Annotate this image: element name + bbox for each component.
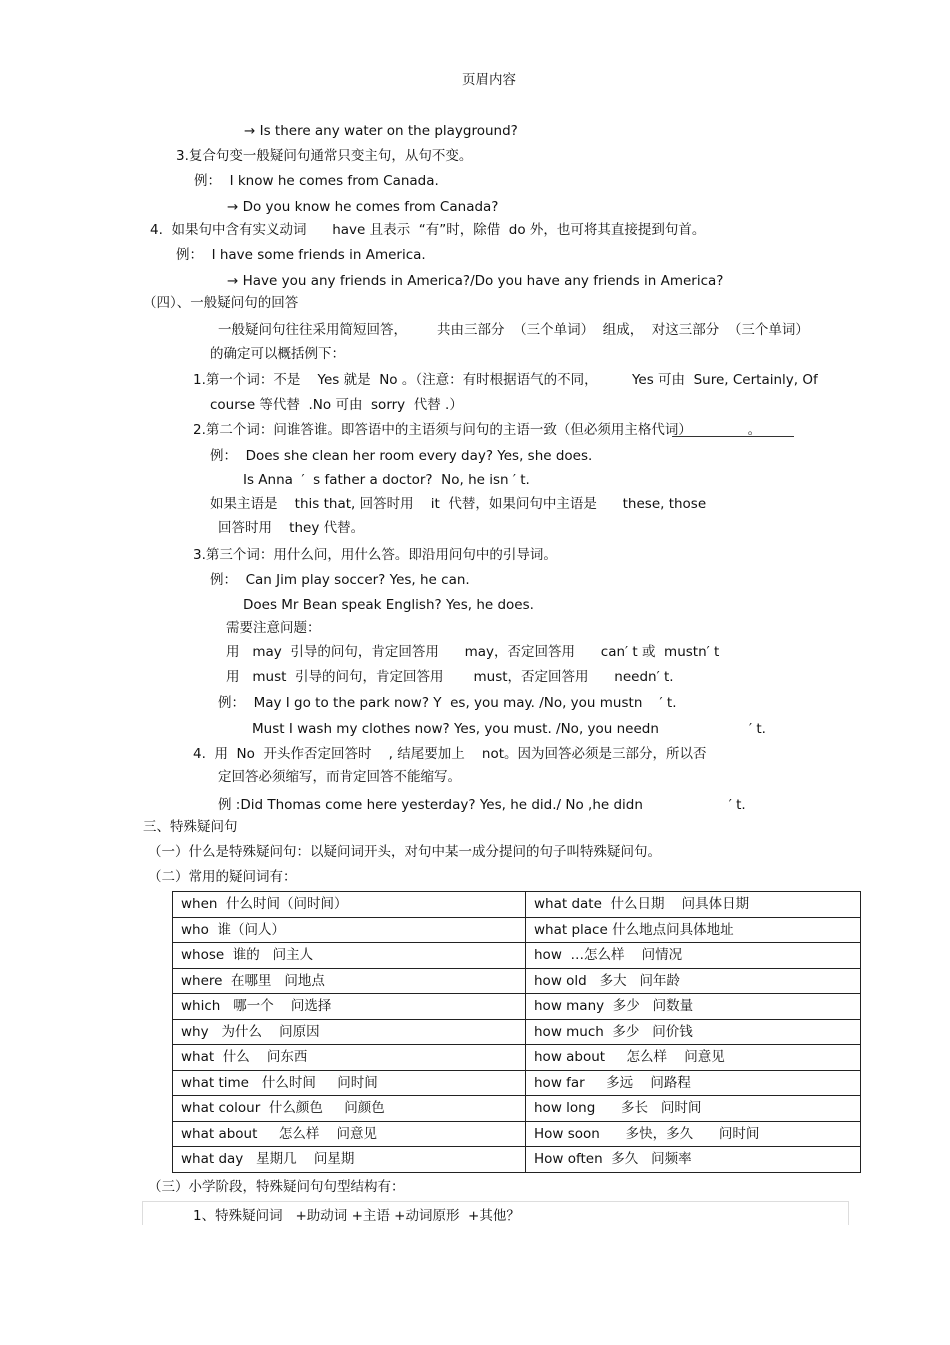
- table-cell: how many 多少 问数量: [526, 994, 861, 1020]
- table-cell: how far 多远 问路程: [526, 1070, 861, 1096]
- table-row: [173, 892, 861, 918]
- table-cell: what place 什么地点问具体地址: [526, 917, 861, 943]
- point-1-continued: course 等代替 .No 可由 sorry 代替 .）: [210, 397, 463, 413]
- example-line: 例： I have some friends in America.: [176, 247, 426, 263]
- box-border: [142, 1201, 848, 1202]
- example-line: Must I wash my clothes now? Yes, you must. /No, you needn ′ t.: [252, 721, 766, 737]
- example-line: 例： I know he comes from Canada.: [194, 173, 439, 189]
- table-row: [173, 1147, 861, 1173]
- example-line: Does Mr Bean speak English? Yes, he does.: [243, 597, 534, 613]
- structure-line: 1、特殊疑问词 +助动词 +主语 +动词原形 +其他？: [193, 1208, 520, 1224]
- box-border: [848, 1201, 849, 1225]
- point-3: 3.第三个词：用什么问，用什么答。即沿用问句中的引导词。: [193, 547, 557, 563]
- table-cell: what time 什么时间 问时间: [173, 1070, 526, 1096]
- point-4-continued: 定回答必须缩写，而肯定回答不能缩写。: [218, 769, 461, 785]
- table-row: [173, 943, 861, 969]
- example-line: Is Anna ′ s father a doctor? No, he isn ′ t.: [243, 472, 530, 488]
- example-line: 例： Can Jim play soccer? Yes, he can.: [210, 572, 470, 588]
- example-line: 例： May I go to the park now? Y es, you may. /No, you mustn ′ t.: [218, 695, 677, 711]
- table-cell: what date 什么日期 问具体日期: [526, 892, 861, 918]
- subsection-line: （二）常用的疑问词有：: [148, 869, 297, 885]
- table-cell: when 什么时间（问时间）: [173, 892, 526, 918]
- table-row: [173, 994, 861, 1020]
- example-line: 例 :Did Thomas come here yesterday? Yes, he did./ No ,he didn ′ t.: [218, 797, 746, 813]
- table-row: [173, 917, 861, 943]
- subsection-line: （三）小学阶段，特殊疑问句句型结构有：: [148, 1179, 405, 1195]
- example-answer-line: → Have you any friends in America?/Do you have any friends in America?: [227, 273, 724, 289]
- page-header: 页眉内容: [462, 72, 516, 88]
- note-heading: 需要注意问题：: [226, 620, 321, 636]
- table-cell: whose 谁的 问主人: [173, 943, 526, 969]
- table-cell: what about 怎么样 问意见: [173, 1121, 526, 1147]
- example-answer-line: → Is there any water on the playground?: [244, 123, 518, 139]
- box-border: [142, 1201, 143, 1225]
- question-words-table: [172, 891, 861, 1173]
- table-row: [173, 968, 861, 994]
- table-cell: how much 多少 问价钱: [526, 1019, 861, 1045]
- table-row: [173, 1045, 861, 1071]
- table-cell: how …怎么样 问情况: [526, 943, 861, 969]
- example-line: 例： Does she clean her room every day? Yes, she does.: [210, 448, 593, 464]
- table-row: [173, 1121, 861, 1147]
- table-cell: How soon 多快，多久 问时间: [526, 1121, 861, 1147]
- point-1: 1.第一个词：不是 Yes 就是 No 。（注意：有时根据语气的不同， Yes 可由 Sure, Certainly, Of: [193, 372, 818, 388]
- paragraph-line: 回答时用 they 代替。: [218, 520, 365, 536]
- point-2: 2.第二个词：问谁答谁。即答语中的主语须与问句的主语一致（但必须用主格代词） 。: [193, 422, 762, 438]
- section-heading: 三、特殊疑问句: [143, 819, 238, 835]
- note-line: 用 may 引导的问句，肯定回答用 may，否定回答用 can′ t 或 mustn′ t: [226, 644, 720, 660]
- point-4: 4. 用 No 开头作否定回答时 , 结尾要加上 not。因为回答必须是三部分，所以否: [193, 746, 707, 762]
- subsection-line: （一）什么是特殊疑问句：以疑问词开头，对句中某一成分提问的句子叫特殊疑问句。: [148, 844, 661, 860]
- table-cell: who 谁（问人）: [173, 917, 526, 943]
- rule-3: 3.复合句变一般疑问句通常只变主句，从句不变。: [176, 148, 473, 164]
- table-cell: why 为什么 问原因: [173, 1019, 526, 1045]
- paragraph-line: 一般疑问句往往采用简短回答， 共由三部分 （三个单词） 组成， 对这三部分 （三个单词）: [218, 322, 809, 338]
- table-row: [173, 1070, 861, 1096]
- table-cell: what day 星期几 问星期: [173, 1147, 526, 1173]
- table-cell: where 在哪里 问地点: [173, 968, 526, 994]
- example-answer-line: → Do you know he comes from Canada?: [227, 199, 499, 215]
- underline: [672, 436, 794, 437]
- note-line: 用 must 引导的问句，肯定回答用 must，否定回答用 needn′ t.: [226, 669, 674, 685]
- paragraph-line: 如果主语是 this that, 回答时用 it 代替，如果问句中主语是 these, those: [210, 496, 707, 512]
- table-cell: how about 怎么样 问意见: [526, 1045, 861, 1071]
- paragraph-line: 的确定可以概括例下：: [210, 346, 345, 362]
- table-cell: what 什么 问东西: [173, 1045, 526, 1071]
- rule-4: 4. 如果句中含有实义动词 have 且表示 “有”时，除借 do 外，也可将其直接提到句首。: [150, 222, 706, 238]
- table-cell: How often 多久 问频率: [526, 1147, 861, 1173]
- table-cell: which 哪一个 问选择: [173, 994, 526, 1020]
- table-cell: how old 多大 问年龄: [526, 968, 861, 994]
- table-cell: how long 多长 问时间: [526, 1096, 861, 1122]
- table-row: [173, 1019, 861, 1045]
- table-cell: what colour 什么颜色 问颜色: [173, 1096, 526, 1122]
- table-row: [173, 1096, 861, 1122]
- section-heading: （四）、一般疑问句的回答: [143, 295, 299, 311]
